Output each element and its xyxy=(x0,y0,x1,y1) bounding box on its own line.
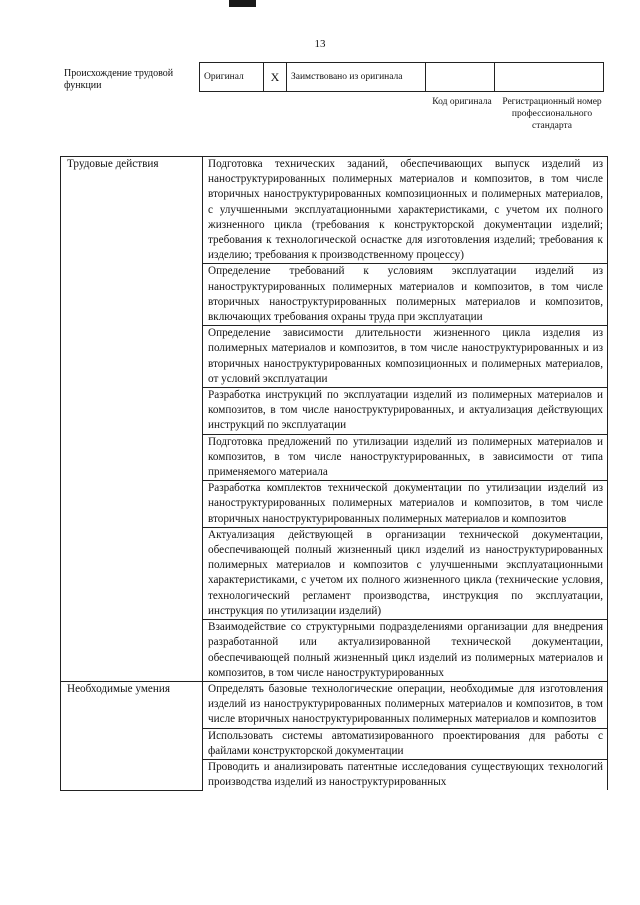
scan-mark xyxy=(229,0,256,7)
section-label-skills: Необходимые умения xyxy=(61,681,203,790)
origin-reg-cell xyxy=(495,63,604,92)
table-cell: Использовать системы автоматизированного проектирования для работы с файлами конструкторской документации xyxy=(203,728,608,759)
table-cell: Подготовка предложений по утилизации изделий из полимерных материалов и композитов, в том числе наноструктурированных, в зависимости от типа применяемого материала xyxy=(203,434,608,481)
origin-mark-cell: X xyxy=(264,63,287,92)
table-cell: Определение зависимости длительности жизненного цикла изделия из полимерных материалов и композитов, в том числе наноструктурированных и из вторичных наноструктурированных композиционных и полимерных материалов, от условий эксплуатации xyxy=(203,326,608,388)
code-header: Код оригинала xyxy=(432,97,492,107)
table-cell: Подготовка технических заданий, обеспечивающих выпуск изделий из наноструктурированных полимерных материалов и композитов, в том числе вторичных наноструктурированных композиционных и полимерных материалов, с улучшенными эксплуатационными характеристиками, с учетом их полного жизненного цикла (требования к конструкторской документации изделий; требования к технологической оснастке для изготовления изделий; требования к изделию; требования к производственному процессу) xyxy=(203,157,608,264)
table-row xyxy=(61,681,608,728)
origin-original-cell: Оригинал xyxy=(200,63,264,92)
origin-table xyxy=(199,62,604,92)
origin-borrowed-cell: Заимствовано из оригинала xyxy=(287,63,426,92)
table-cell: Проводить и анализировать патентные исследования существующих технологий производства изделий из наноструктурированных xyxy=(203,759,608,790)
reg-number-header: Регистрационный номер профессионального стандарта xyxy=(502,97,602,131)
functions-table xyxy=(60,156,608,791)
table-cell: Взаимодействие со структурными подразделениями организации для внедрения разработанной или актуализированной технической документации, обеспечивающей полный жизненный цикл изделий из полимерных материалов и композитов, в том числе наноструктурированных xyxy=(203,620,608,682)
table-row xyxy=(61,157,608,264)
table-cell: Разработка комплектов технической документации по утилизации изделий из наноструктурированных полимерных материалов и композитов, в том числе вторичных наноструктурированных полимерных материалов и композитов xyxy=(203,481,608,528)
section-label-actions: Трудовые действия xyxy=(61,157,203,682)
table-cell: Определение требований к условиям эксплуатации изделий из наноструктурированных полимерных материалов и композитов, в том числе вторичных наноструктурированных полимерных материалов и композитов, включающих требования охраны труда при эксплуатации xyxy=(203,264,608,326)
origin-label: Происхождение трудовой функции xyxy=(64,68,174,91)
origin-code-cell xyxy=(426,63,495,92)
table-cell: Актуализация действующей в организации технической документации, обеспечивающей полный жизненный цикл изделий из наноструктурированных полимерных материалов и композитов с улучшенными эксплуатационными характеристиками, с учетом их полного жизненного цикла (технические условия, технологический регламент производства, инструкция по эксплуатации, инструкция по утилизации изделий) xyxy=(203,527,608,619)
page-number: 13 xyxy=(314,38,326,50)
table-cell: Определять базовые технологические операции, необходимые для изготовления изделий из наноструктурированных полимерных материалов и композитов, в том числе вторичных наноструктурированных полимерных материалов и композитов xyxy=(203,681,608,728)
table-cell: Разработка инструкций по эксплуатации изделий из полимерных материалов и композитов, в том числе наноструктурированных, и актуализация действующих инструкций по эксплуатации xyxy=(203,388,608,435)
